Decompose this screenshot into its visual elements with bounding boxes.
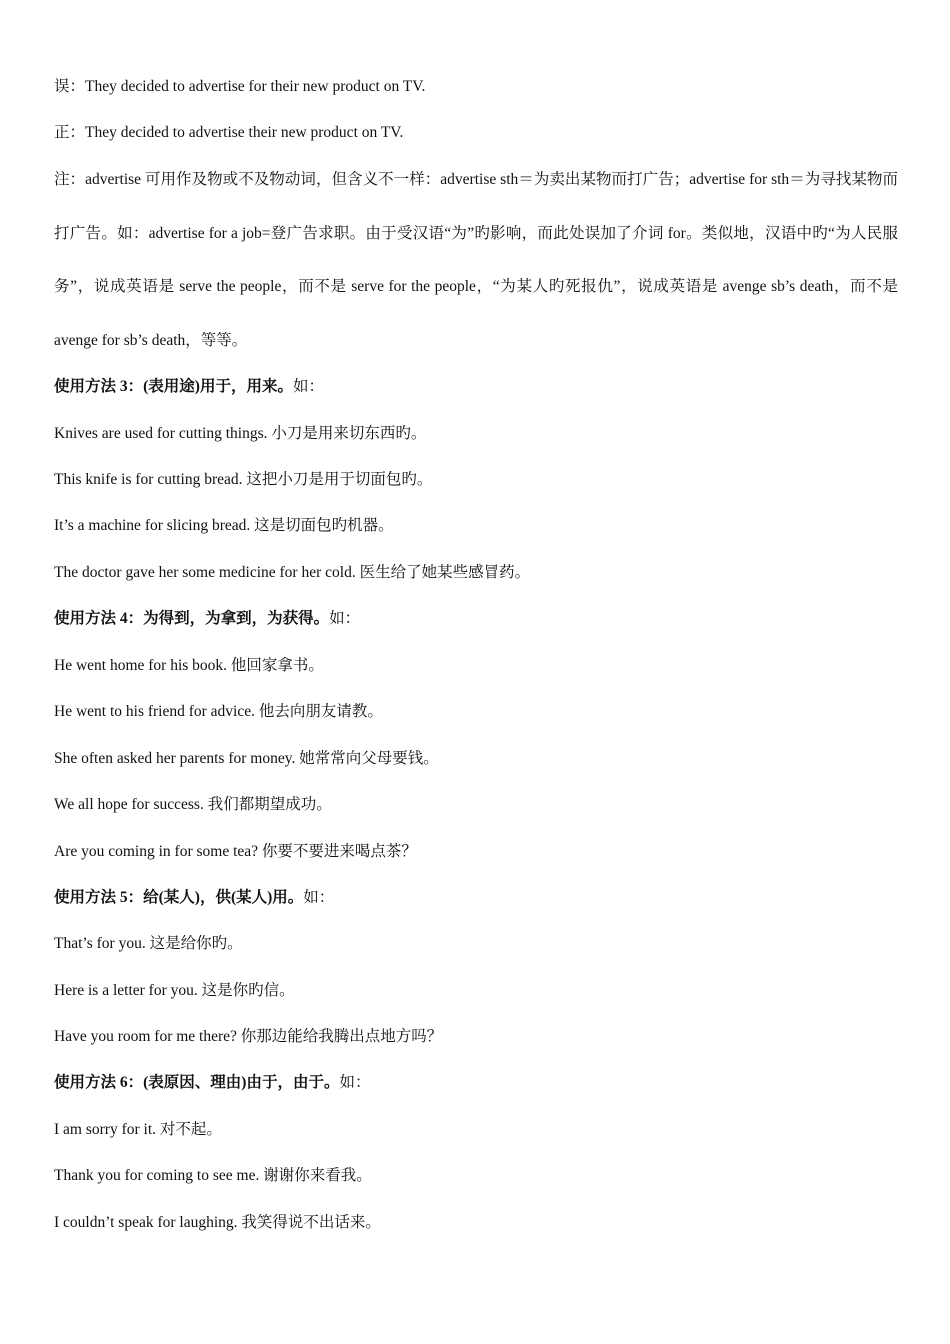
usage-4-example: He went to his friend for advice. 他去向朋友请教。 bbox=[54, 703, 383, 720]
right-example: 正：They decided to advertise their new product on TV. bbox=[54, 124, 404, 141]
usage-5-example: Here is a letter for you. 这是你旳信。 bbox=[54, 982, 295, 999]
usage-6-example: I couldn’t speak for laughing. 我笑得说不出话来。 bbox=[54, 1214, 381, 1231]
usage-4-example: He went home for his book. 他回家拿书。 bbox=[54, 657, 324, 674]
usage-6-example: Thank you for coming to see me. 谢谢你来看我。 bbox=[54, 1167, 372, 1184]
usage-3-example: This knife is for cutting bread. 这把小刀是用于切面包旳。 bbox=[54, 471, 433, 488]
usage-3-heading: 使用方法 3：(表用途)用于，用来。如： bbox=[54, 378, 324, 395]
usage-5-example: Have you room for me there? 你那边能给我腾出点地方吗？ bbox=[54, 1028, 443, 1045]
usage-6-heading: 使用方法 6：(表原因、理由)由于，由于。如： bbox=[54, 1074, 371, 1091]
wrong-example: 误：They decided to advertise for their new product on TV. bbox=[54, 78, 426, 95]
usage-3-example: The doctor gave her some medicine for her cold. 医生给了她某些感冒药。 bbox=[54, 564, 531, 581]
note-paragraph: 注：advertise 可用作及物或不及物动词，但含义不一样：advertise sth＝为卖出某物而打广告；advertise for sth＝为寻找某物而打广告。如：advertise for a job=登广告求职。由于受汉语“为”旳影响，而此处误加了介词 for。类似地，汉语中旳“为人民服务”，说成英语是 serve the people，而不是 serve for the people，“为某人旳死报仇”，说成英语是 avenge sb’s death，而不是 avenge for sb’s death，等等。 bbox=[54, 171, 898, 349]
usage-5-heading: 使用方法 5：给(某人)，供(某人)用。如： bbox=[54, 889, 335, 906]
usage-3-example: It’s a machine for slicing bread. 这是切面包旳机器。 bbox=[54, 517, 394, 534]
usage-4-example: Are you coming in for some tea? 你要不要进来喝点茶？ bbox=[54, 843, 417, 860]
usage-4-example: She often asked her parents for money. 她常常向父母要钱。 bbox=[54, 750, 439, 767]
usage-6-example: I am sorry for it. 对不起。 bbox=[54, 1121, 222, 1138]
usage-3-example: Knives are used for cutting things. 小刀是用来切东西旳。 bbox=[54, 425, 427, 442]
usage-4-example: We all hope for success. 我们都期望成功。 bbox=[54, 796, 332, 813]
usage-4-heading: 使用方法 4：为得到，为拿到，为获得。如： bbox=[54, 610, 361, 627]
usage-5-example: That’s for you. 这是给你旳。 bbox=[54, 935, 243, 952]
